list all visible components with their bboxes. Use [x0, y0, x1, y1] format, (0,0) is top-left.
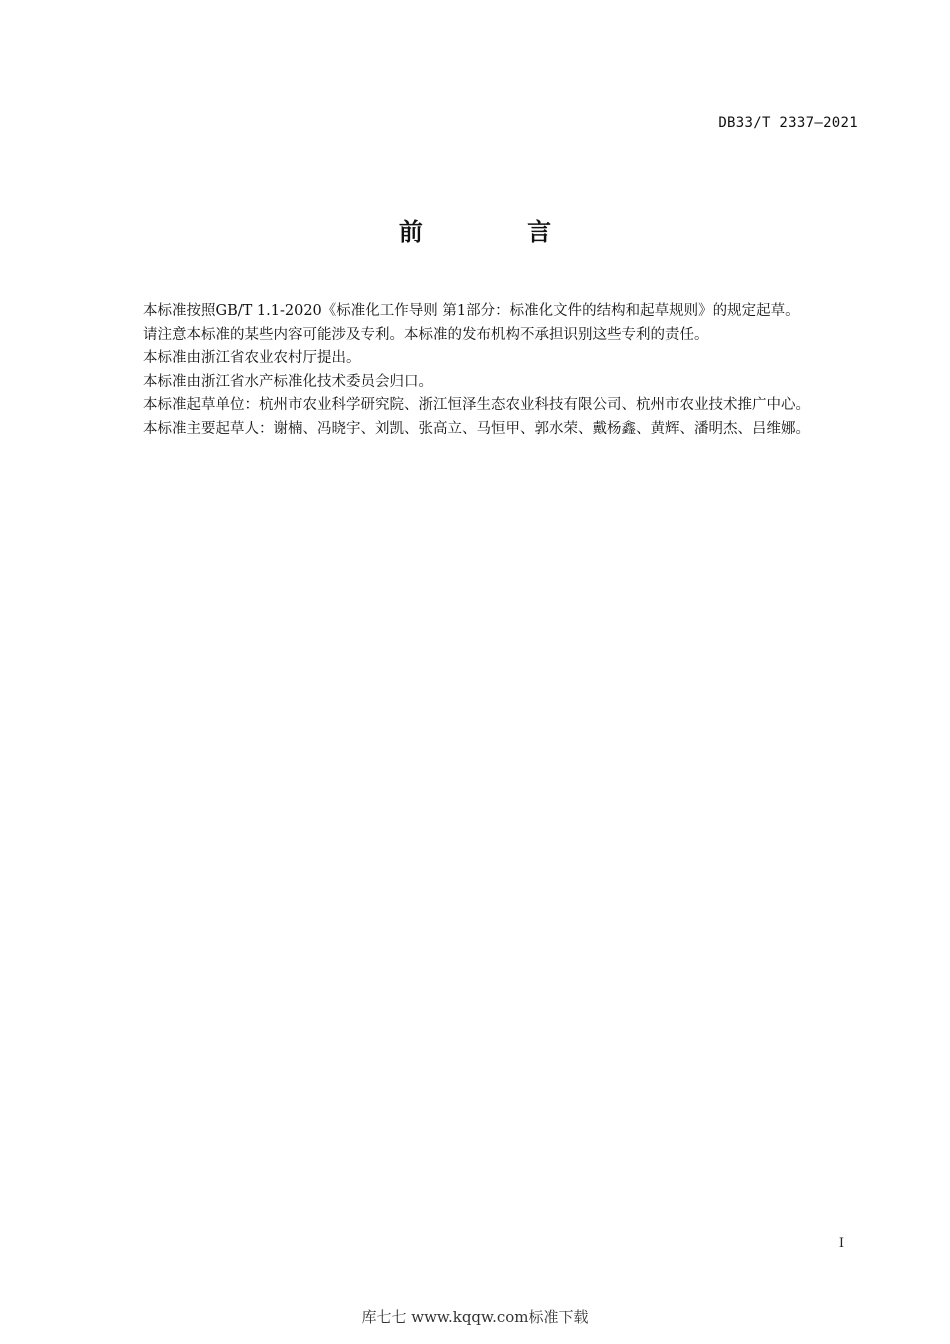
page-title: 前 言	[398, 218, 600, 246]
footer-watermark: 库七七 www.kqqw.com标准下载	[361, 1308, 589, 1326]
paragraph-drafters: 本标准主要起草人：谢楠、冯晓宇、刘凯、张高立、马恒甲、郭水荣、戴杨鑫、黄辉、潘明杰、吕维娜。	[143, 420, 810, 437]
paragraph-drafting-rules: 本标准按照GB/T 1.1-2020《标准化工作导则 第1部分：标准化文件的结构和起草规则》的规定起草。	[143, 303, 800, 319]
page-number: I	[838, 1236, 844, 1251]
foreword-body	[114, 300, 860, 441]
paragraph-proposer: 本标准由浙江省农业农村厅提出。	[143, 350, 361, 366]
paragraph-patent-notice: 请注意本标准的某些内容可能涉及专利。本标准的发布机构不承担识别这些专利的责任。	[143, 326, 709, 343]
paragraph-drafting-units: 本标准起草单位：杭州市农业科学研究院、浙江恒泽生态农业科技有限公司、杭州市农业技术推广中心。	[143, 397, 810, 413]
paragraph-centralized-unit: 本标准由浙江省水产标准化技术委员会归口。	[143, 373, 433, 390]
document-id: DB33/T 2337—2021	[718, 115, 858, 131]
